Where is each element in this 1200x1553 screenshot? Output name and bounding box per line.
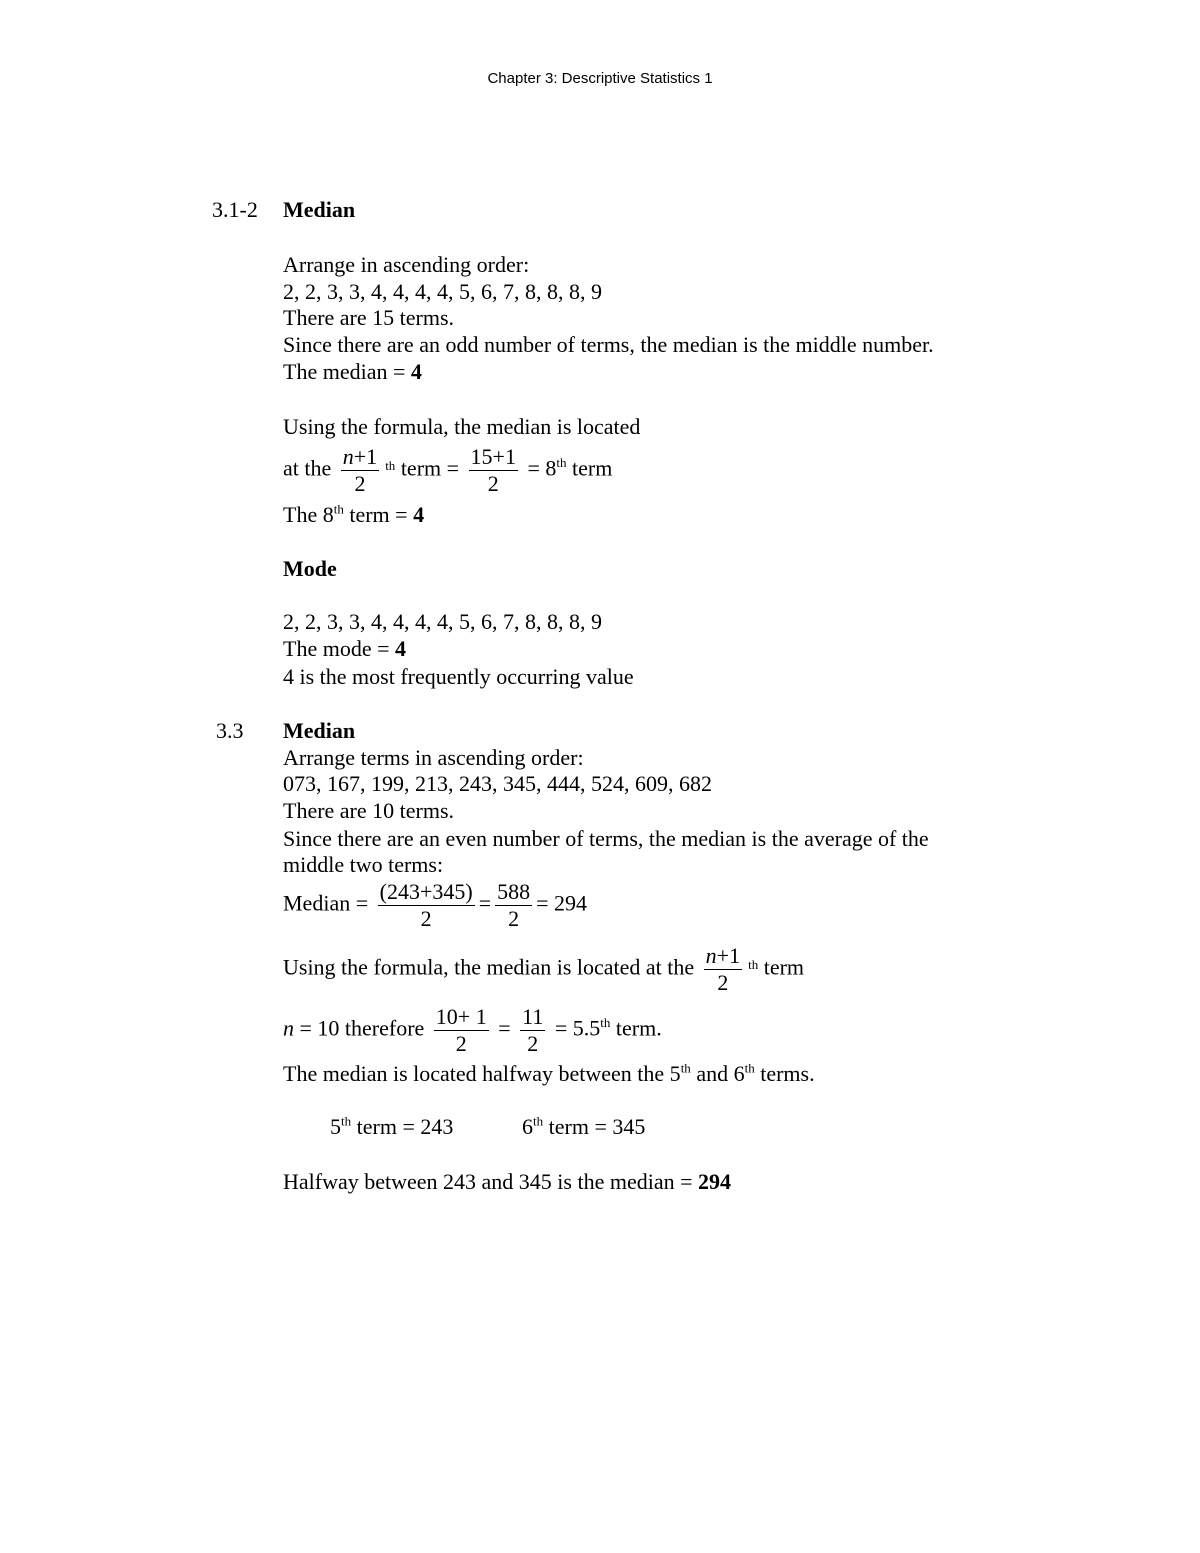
halfway-line [283, 1061, 815, 1087]
instruction-text: Arrange in ascending order: [283, 252, 530, 277]
median-calc-line [283, 879, 587, 932]
n-variable: n [283, 1015, 294, 1041]
median-calc-label: Median = [283, 890, 369, 916]
sum-fraction [378, 879, 475, 932]
formula-result-term: term [566, 455, 613, 481]
final-result-line [283, 1169, 731, 1195]
median-result [283, 359, 422, 385]
position-fraction-2 [704, 943, 742, 996]
formula-mid-text: term = [400, 455, 460, 481]
fraction-numerator-var-2: n [705, 943, 717, 968]
n-fraction-1 [434, 1004, 489, 1057]
sixth-term-b: term = 345 [543, 1114, 646, 1139]
term-count-text-2: There are 10 terms. [283, 798, 455, 823]
value-fraction-denominator: 2 [487, 471, 499, 496]
fraction-numerator-rest-2: +1 [716, 943, 741, 968]
median-calc-eq: = [478, 890, 492, 916]
mode-data-list: 2, 2, 3, 3, 4, 4, 4, 4, 5, 6, 7, 8, 8, 8, 9 [283, 609, 602, 634]
n-fraction-2-denominator: 2 [527, 1031, 539, 1056]
section-number: 3.1-2 [212, 197, 258, 222]
total-fraction-numerator: 588 [497, 879, 531, 904]
median-calc-result: = 294 [536, 890, 588, 916]
n-calc-eq: = [498, 1015, 511, 1041]
n-calc-text: = 10 therefore [294, 1015, 425, 1041]
fraction-numerator-var: n [342, 444, 354, 469]
value-fraction [469, 444, 518, 497]
section-heading-median-2: Median [283, 718, 356, 743]
n-calc-result-sup: th [600, 1015, 611, 1031]
explanation-text-2b: middle two terms: [283, 852, 444, 877]
mode-explanation: 4 is the most frequently occurring value [283, 664, 634, 689]
n-calc-result-term: term. [610, 1015, 662, 1041]
formula-result: = 8 [527, 455, 557, 481]
median-result-label: The median = [283, 359, 411, 384]
fifth-term-sup: th [341, 1113, 352, 1129]
halfway-sup-1: th [680, 1060, 691, 1076]
total-fraction-denominator: 2 [508, 906, 520, 931]
halfway-sup-2: th [744, 1060, 755, 1076]
mode-result-label: The mode = [283, 636, 395, 661]
fifth-term-a: 5 [330, 1114, 341, 1139]
mode-result [283, 636, 406, 662]
halfway-text-a: The median is located halfway between the 5 [283, 1061, 681, 1086]
n-fraction-2-numerator: 11 [522, 1004, 544, 1029]
explanation-text: Since there are an odd number of terms, the median is the middle number. [283, 332, 934, 357]
n-fraction-1-numerator: 10+ 1 [435, 1004, 487, 1029]
sum-fraction-denominator: 2 [420, 906, 432, 931]
n-fraction-1-denominator: 2 [455, 1031, 467, 1056]
fraction-denominator: 2 [354, 471, 366, 496]
sorted-data-list-2: 073, 167, 199, 213, 243, 345, 444, 524, 609, 682 [283, 771, 712, 796]
formula-result-suffix: th [556, 455, 567, 471]
n-calc-result: = 5.5 [554, 1015, 601, 1041]
section-heading-mode: Mode [283, 556, 337, 581]
eighth-term-sup: th [333, 501, 344, 517]
formula-prefix: at the [283, 455, 332, 481]
sorted-data-list: 2, 2, 3, 3, 4, 4, 4, 4, 5, 6, 7, 8, 8, 8, 9 [283, 279, 602, 304]
term-count-text: There are 15 terms. [283, 305, 455, 330]
ordinal-suffix: th [385, 457, 396, 473]
explanation-text-2a: Since there are an even number of terms, the median is the average of the [283, 826, 929, 851]
fifth-term-line [330, 1114, 453, 1140]
position-fraction [341, 444, 379, 497]
page-header: Chapter 3: Descriptive Statistics 1 [487, 70, 713, 87]
mode-result-value: 4 [395, 636, 406, 661]
final-result-text: Halfway between 243 and 345 is the median = [283, 1169, 699, 1194]
sixth-term-a: 6 [522, 1114, 533, 1139]
total-fraction [495, 879, 532, 932]
fraction-denominator-2: 2 [717, 970, 729, 995]
section-heading-median: Median [283, 197, 356, 222]
formula-location-line [283, 943, 804, 996]
median-result-value: 4 [410, 359, 422, 384]
eighth-term-line [283, 502, 424, 528]
n-calc-line [283, 1004, 662, 1057]
fifth-term-b: term = 243 [351, 1114, 454, 1139]
section-number: 3.3 [216, 718, 244, 743]
halfway-text-c: terms. [754, 1061, 815, 1086]
ordinal-suffix-2: th [748, 956, 759, 972]
eighth-term-pre: The 8 [283, 502, 334, 527]
sixth-term-line [522, 1114, 645, 1140]
median-formula-line [283, 444, 612, 497]
formula-location-text: Using the formula, the median is located at the [283, 954, 695, 980]
n-fraction-2 [520, 1004, 545, 1057]
instruction-text-2: Arrange terms in ascending order: [283, 745, 584, 770]
final-result-value: 294 [698, 1169, 732, 1194]
halfway-text-b: and 6 [690, 1061, 745, 1086]
eighth-term-value: 4 [413, 502, 425, 527]
fraction-numerator-rest: +1 [353, 444, 378, 469]
sixth-term-sup: th [533, 1113, 544, 1129]
formula-location-term: term [763, 954, 805, 980]
value-fraction-numerator: 15+1 [470, 444, 516, 469]
formula-intro-text: Using the formula, the median is located [283, 414, 641, 439]
sum-fraction-numerator: (243+345) [379, 879, 473, 904]
eighth-term-mid: term = [343, 502, 414, 527]
